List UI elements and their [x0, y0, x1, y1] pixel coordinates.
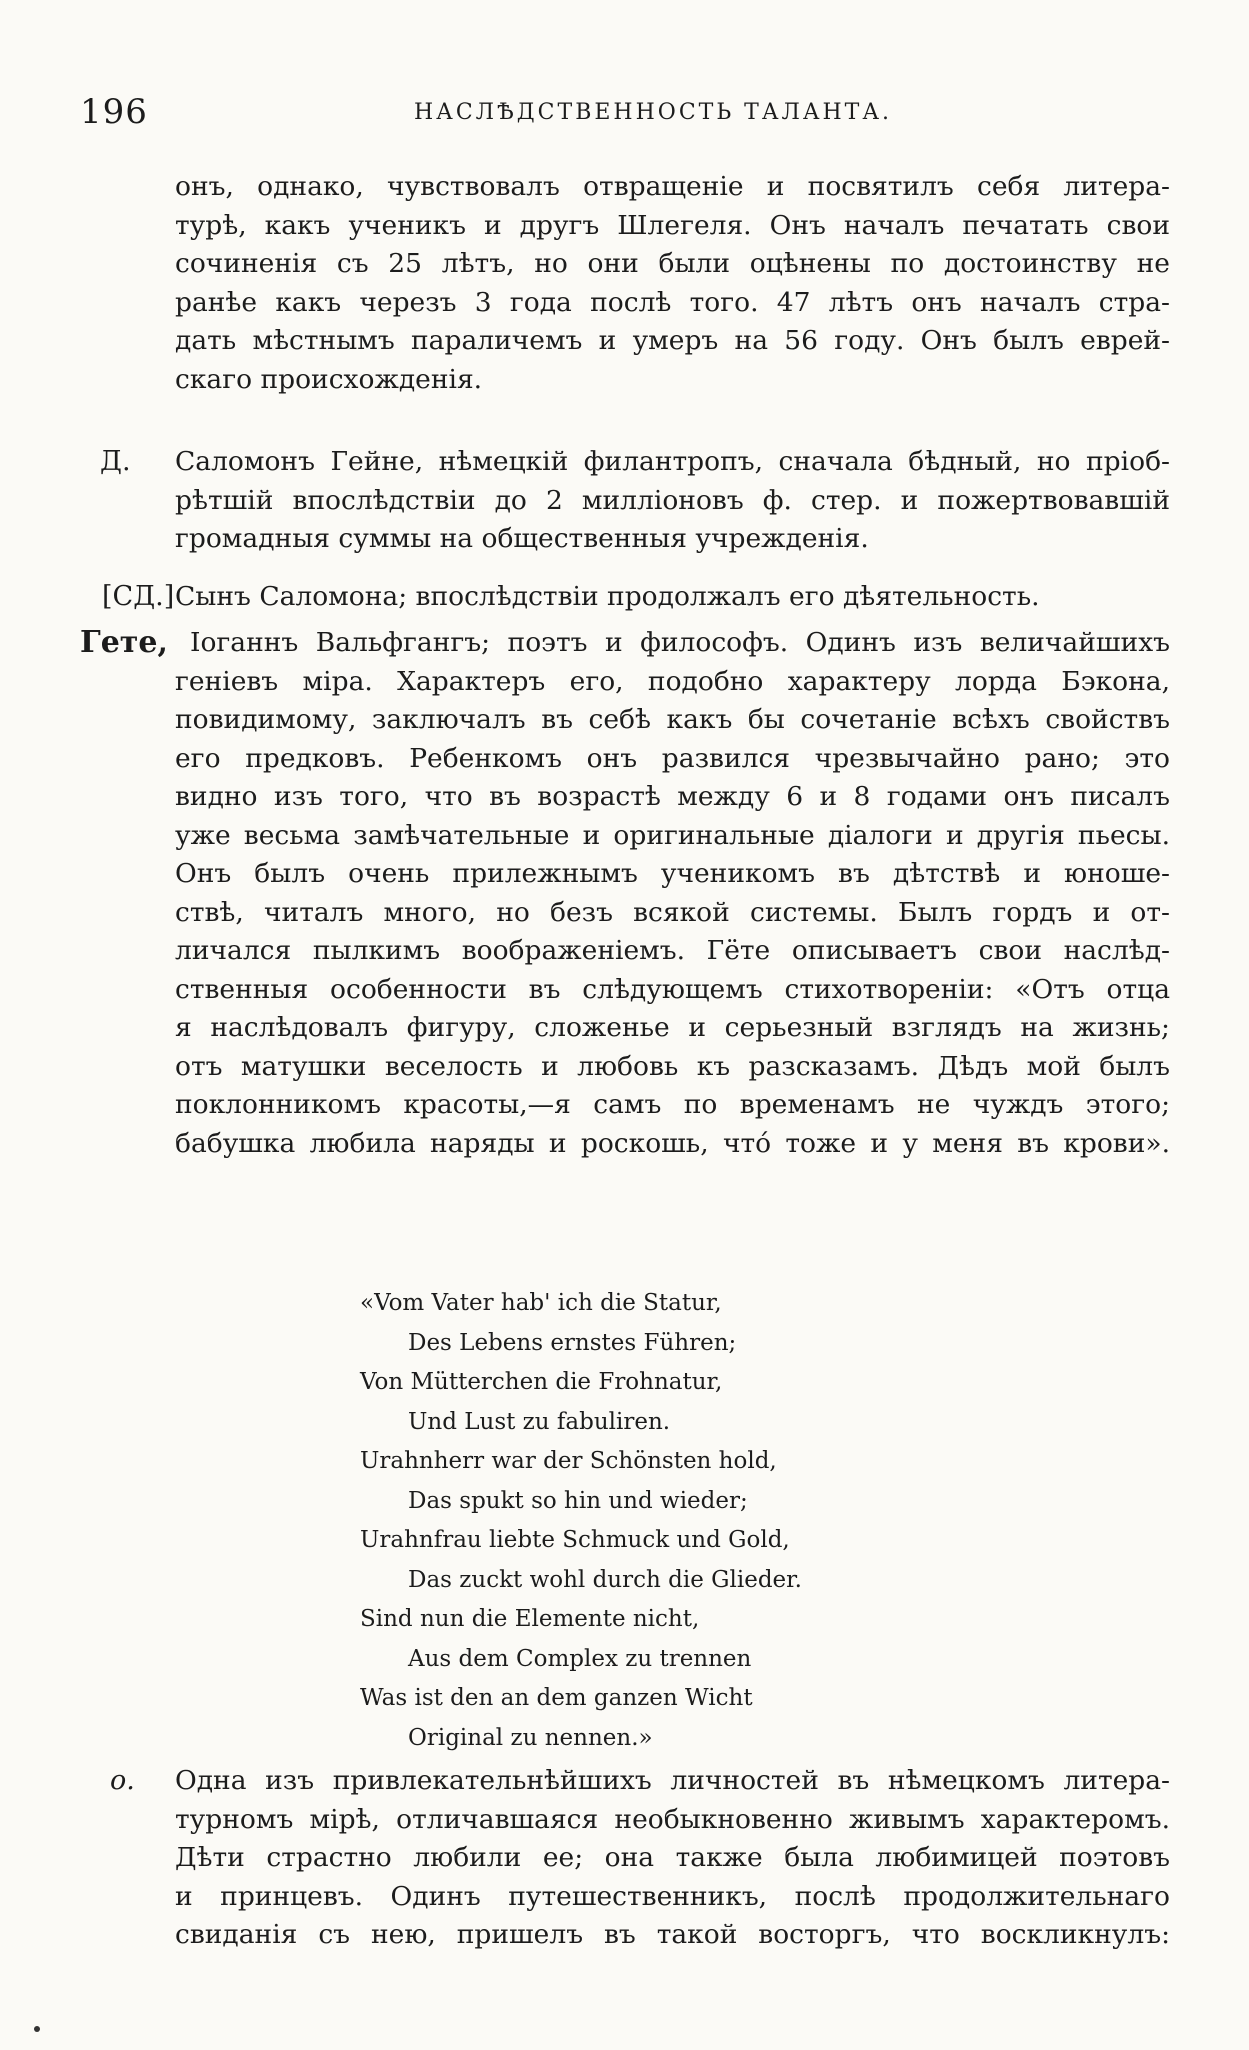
text-line: онъ, однако, чувствовалъ отвращенiе и посвятилъ себя литера-	[175, 171, 1170, 202]
poem-line: Des Lebens ernstes Führen;	[408, 1329, 737, 1356]
entry-text-continued	[175, 663, 1170, 1164]
entry-solomon-heine	[80, 443, 1170, 559]
text-line: скаго происхожденiя.	[175, 363, 483, 395]
text-line: его предковъ. Ребенкомъ онъ развился чрезвычайно рано; это	[175, 742, 1170, 774]
poem-line: Sind nun die Elemente nicht,	[360, 1606, 700, 1632]
entry-continuation	[80, 168, 1170, 399]
text-line: Онъ былъ очень прилежнымъ ученикомъ въ дѣтствѣ и юноше-	[175, 858, 1170, 889]
poem-line: Von Mütterchen die Frohnatur,	[360, 1369, 723, 1395]
entry-son-of-solomon	[80, 578, 1170, 617]
page-number: 196	[80, 92, 148, 132]
text-line: отъ матушки веселость и любовь къ разсказамъ. Дѣдъ мой былъ	[175, 1050, 1170, 1082]
text-line: видно изъ того, что въ возрастѣ между 6 и 8 годами онъ писалъ	[175, 781, 1170, 812]
entry-mark: о.	[110, 1765, 135, 1796]
text-line: ствѣ, читалъ много, но безъ всякой системы. Былъ гордъ и от-	[175, 896, 1170, 928]
text-line: свиданiя съ нею, пришелъ въ такой восторгъ, что воскликнулъ:	[175, 1919, 1170, 1950]
text-line: громадныя суммы на общественныя учрежденiя.	[175, 523, 869, 554]
paper-speck	[34, 2026, 40, 2032]
entry-text	[175, 1762, 1170, 1955]
poem-line: Und Lust zu fabuliren.	[408, 1408, 671, 1435]
text-line: сочиненiя съ 25 лѣтъ, но они были оцѣнены по достоинству не	[175, 248, 1170, 279]
text-line: Саломонъ Гейне, нѣмецкiй филантропъ, сначала бѣдный, но прiоб-	[175, 446, 1170, 477]
text-line: повидимому, заключалъ въ себѣ какъ бы сочетанiе всѣхъ свойствъ	[175, 704, 1170, 735]
entry-mark: [СД.]	[102, 581, 175, 612]
text-line: Дѣти страстно любили ее; она также была любимицей поэтовъ	[175, 1842, 1170, 1873]
text-line: Iоганнъ Вальфгангъ; поэтъ и философъ. Одинъ изъ величайшихъ	[190, 627, 1170, 658]
text-line: я наслѣдовалъ фигуру, сложенье и серьезный взглядъ на жизнь;	[175, 1012, 1170, 1043]
entry-headword: Гете,	[80, 625, 168, 660]
entry-mother	[80, 1762, 1170, 1955]
poem-line: Das zuckt wohl durch die Glieder.	[408, 1566, 802, 1593]
text-line: рѣтшiй впослѣдствiи до 2 миллiоновъ ф. стер. и пожертвовавшiй	[175, 484, 1170, 516]
poem-line: Was ist den an dem ganzen Wicht	[360, 1685, 753, 1711]
entry-text	[190, 624, 1170, 663]
poem-line: Urahnfrau liebte Schmuck und Gold,	[360, 1527, 790, 1553]
poem-line: Das spukt so hin und wieder;	[408, 1487, 748, 1514]
text-line: бабушка любила наряды и роскошь, что́ тоже и у меня въ крови».	[175, 1127, 1170, 1159]
entry-text	[175, 578, 1170, 617]
text-line: дать мѣстнымъ параличемъ и умеръ на 56 году. Онъ былъ еврей-	[175, 325, 1170, 356]
entry-text	[175, 168, 1170, 399]
page-header	[80, 92, 1170, 132]
entry-goethe	[80, 624, 1170, 1163]
text-line: турномъ мiрѣ, отличавшаяся необыкновенно живымъ характеромъ.	[175, 1803, 1170, 1835]
text-line: турѣ, какъ ученикъ и другъ Шлегеля. Онъ началъ печатать свои	[175, 209, 1170, 241]
text-line: Сынъ Саломона; впослѣдствiи продолжалъ его дѣятельность.	[175, 581, 1040, 612]
running-title: НАСЛѢДСТВЕННОСТЬ ТАЛАНТА.	[414, 100, 893, 125]
poem-line: «Vom Vater hab' ich die Statur,	[360, 1290, 722, 1316]
goethe-poem	[360, 1284, 802, 1758]
entry-text	[175, 443, 1170, 559]
entry-mark: Д.	[100, 446, 131, 477]
text-line: уже весьма замѣчательные и оригинальные дiалоги и другiя пьесы.	[175, 819, 1170, 851]
text-line: ранѣе какъ черезъ 3 года послѣ того. 47 лѣтъ онъ началъ стра-	[175, 286, 1170, 318]
poem-line: Original zu nennen.»	[408, 1724, 653, 1751]
poem-line: Aus dem Complex zu trennen	[408, 1645, 752, 1672]
text-line: ственныя особенности въ слѣдующемъ стихотворенiи: «Отъ отца	[175, 973, 1170, 1005]
text-line: личался пылкимъ воображенiемъ. Гёте описываетъ свои наслѣд-	[175, 935, 1170, 966]
text-line: поклонникомъ красоты,—я самъ по временамъ не чуждъ этого;	[175, 1089, 1170, 1120]
text-line: генiевъ мiра. Характеръ его, подобно характеру лорда Бэкона,	[175, 665, 1170, 697]
text-line: и принцевъ. Одинъ путешественникъ, послѣ продолжительнаго	[175, 1880, 1170, 1912]
text-line: Одна изъ привлекательнѣйшихъ личностей въ нѣмецкомъ литера-	[175, 1765, 1170, 1796]
poem-line: Urahnherr war der Schönsten hold,	[360, 1448, 777, 1474]
